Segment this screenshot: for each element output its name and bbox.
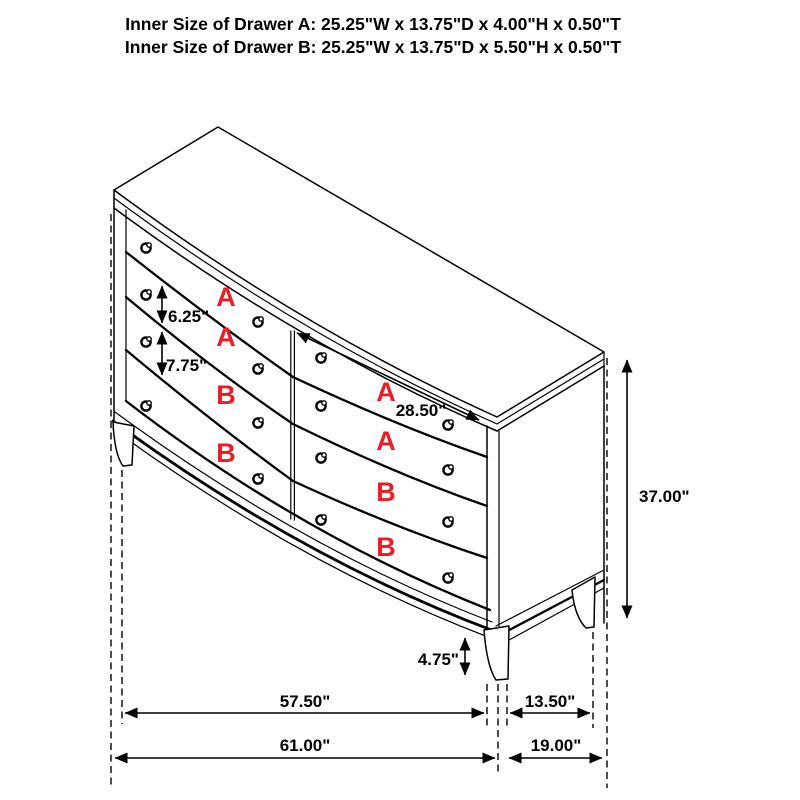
drawer-label-left-1: A bbox=[216, 282, 236, 312]
drawer-knob-icon bbox=[253, 418, 263, 428]
drawer-label-left-2: A bbox=[216, 322, 236, 352]
drawer-label-left-3: B bbox=[216, 380, 236, 410]
dim-label-overall-width: 61.00" bbox=[279, 736, 331, 755]
dim-label-overall-height: 37.00" bbox=[639, 487, 690, 506]
drawer-knob-icon bbox=[316, 515, 326, 525]
drawer-label-right-2: A bbox=[376, 426, 396, 456]
dim-label-drawer-a-front: 6.25" bbox=[168, 307, 210, 326]
dim-label-half-width: 28.50" bbox=[395, 401, 447, 420]
drawer-a-inner-size-title: Inner Size of Drawer A: 25.25"W x 13.75"D x 4.00"H x 0.50"T bbox=[125, 14, 621, 34]
dim-overall-depth bbox=[509, 736, 602, 758]
drawer-knob-icon bbox=[141, 243, 151, 253]
dim-label-side-depth: 13.50" bbox=[524, 692, 576, 711]
front-right-leg bbox=[484, 626, 509, 680]
drawer-knob-icon bbox=[316, 401, 326, 411]
drawer-knob-icon bbox=[443, 420, 453, 430]
drawer-knob-icon bbox=[141, 401, 151, 411]
dresser-drawing bbox=[113, 127, 604, 680]
dim-label-front-width: 57.50" bbox=[279, 692, 331, 711]
dim-label-overall-depth: 19.00" bbox=[530, 736, 582, 755]
dim-front-width bbox=[125, 692, 484, 713]
drawer-knob-icon bbox=[141, 290, 151, 300]
drawer-knob-icon bbox=[443, 517, 453, 527]
dim-side-depth bbox=[510, 692, 590, 713]
drawer-knob-icon bbox=[141, 337, 151, 347]
dim-leg-height bbox=[418, 638, 465, 675]
drawer-knob-icon bbox=[443, 465, 453, 475]
drawer-knob-icon bbox=[253, 474, 263, 484]
drawer-knob-icon bbox=[316, 453, 326, 463]
dim-label-leg-height: 4.75" bbox=[417, 650, 459, 669]
front-apron-mid bbox=[115, 412, 492, 622]
drawer-knob-icon bbox=[253, 317, 263, 327]
dim-drawer-a-front-height bbox=[162, 286, 209, 326]
drawer-label-right-3: B bbox=[376, 477, 396, 507]
drawer-knob-icon bbox=[253, 364, 263, 374]
drawer-knob-icon bbox=[443, 573, 453, 583]
drawer-label-left-4: B bbox=[216, 438, 236, 468]
dim-overall-width bbox=[115, 736, 495, 758]
drawer-label-right-1: A bbox=[376, 377, 396, 407]
front-left-leg bbox=[113, 422, 134, 466]
diagram-title bbox=[125, 14, 621, 57]
dim-drawer-b-front-height bbox=[162, 332, 207, 375]
drawer-label-right-4: B bbox=[376, 532, 396, 562]
dim-label-drawer-b-front: 7.75" bbox=[166, 356, 208, 375]
drawer-b-inner-size-title: Inner Size of Drawer B: 25.25"W x 13.75"D x 5.50"H x 0.50"T bbox=[124, 37, 622, 57]
drawer-knob-icon bbox=[316, 353, 326, 363]
dim-overall-height bbox=[627, 360, 690, 618]
